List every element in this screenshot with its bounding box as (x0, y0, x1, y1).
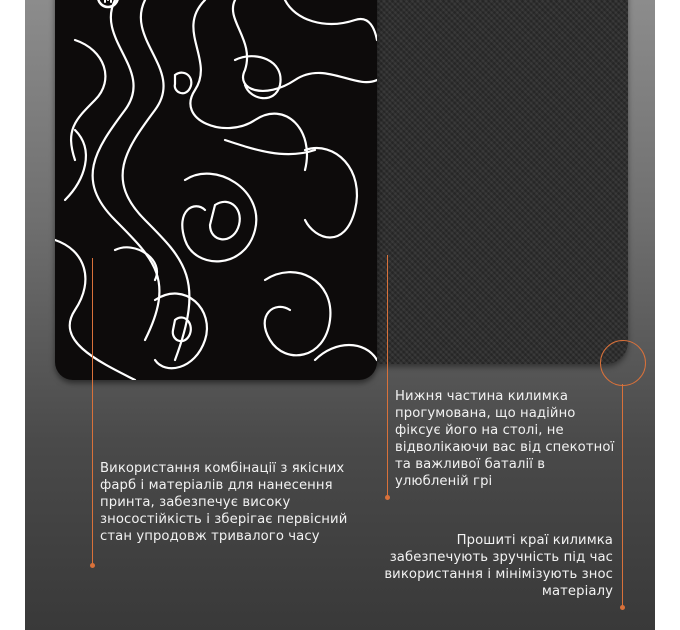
mat-rubber-base (372, 0, 628, 364)
feature-stitched-edges-text: Прошиті краї килимка забезпечують зручність під час використання і мінімізують знос матеріалу (384, 533, 613, 599)
callout-circle-edge (600, 340, 646, 386)
callout-dot-rubber (385, 495, 390, 500)
product-feature-panel (25, 0, 655, 630)
callout-dot-edge (620, 605, 625, 610)
callout-dot-print (90, 563, 95, 568)
mat-printed-surface (55, 0, 377, 380)
feature-rubber-base-text: Нижня частина килимка прогумована, що надійно фіксує його на столі, не відволікаючи вас від спекотної та важливої баталії в улюбленій грі (395, 389, 615, 489)
callout-line-rubber (387, 255, 388, 498)
feature-print-text: Використання комбінації з якісних фарб і матеріалів для нанесення принта, забезпечує високу зносостійкість і зберігає первісний стан упродовж тривалого часу (100, 461, 348, 544)
topographic-pattern (55, 0, 377, 380)
brand-logo-icon (95, 0, 121, 10)
callout-line-print (92, 258, 93, 566)
callout-line-edge (622, 384, 623, 608)
